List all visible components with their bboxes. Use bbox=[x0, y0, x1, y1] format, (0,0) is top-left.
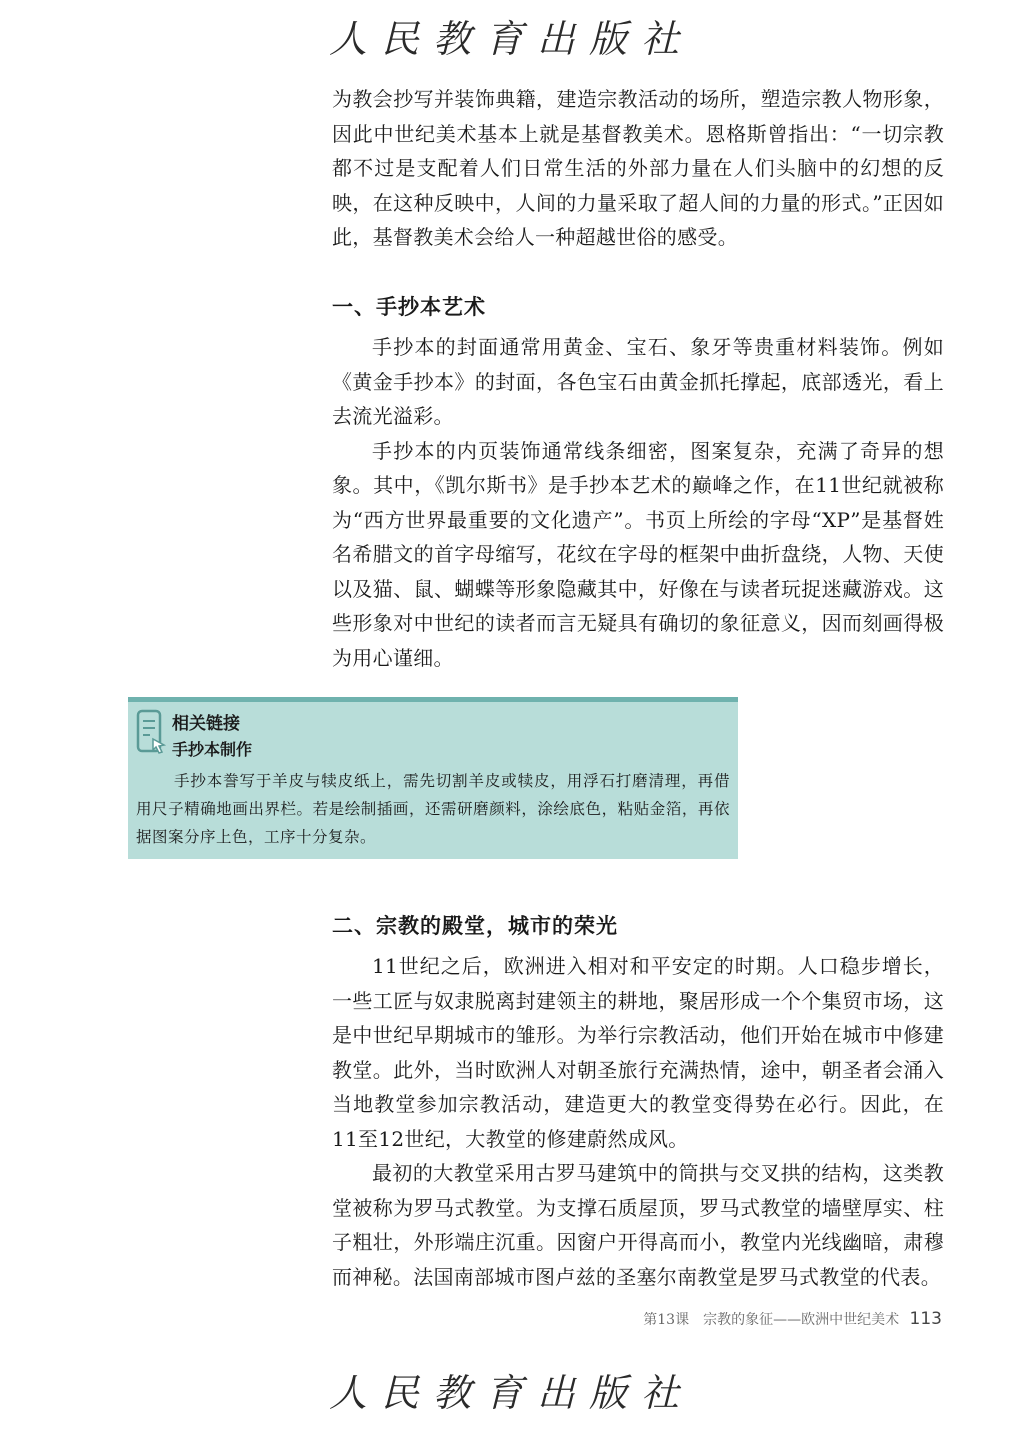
publisher-watermark-bottom: 人民教育出版社 bbox=[328, 1371, 693, 1415]
section2-body bbox=[332, 949, 944, 1294]
related-box-subtitle: 手抄本制作 bbox=[172, 740, 253, 759]
footer-lesson-title: 第13课 宗教的象征——欧洲中世纪美术 bbox=[643, 1312, 900, 1328]
page-footer bbox=[600, 1309, 942, 1329]
related-box-text: 手抄本誊写于羊皮与犊皮纸上，需先切割羊皮或犊皮，用浮石打磨清理，再借用尺子精确地画出界栏。若是绘制插画，还需研磨颜料，涂绘底色，粘贴金箔，再依据图案分序上色，工序十分复杂。 bbox=[136, 772, 730, 846]
section2-paragraph-2: 最初的大教堂采用古罗马建筑中的筒拱与交叉拱的结构，这类教堂被称为罗马式教堂。为支撑石质屋顶，罗马式教堂的墙壁厚实、柱子粗壮，外形端庄沉重。因窗户开得高而小，教堂内光线幽暗，肃穆而神秘。法国南部城市图卢兹的圣塞尔南教堂是罗马式教堂的代表。 bbox=[332, 1161, 944, 1289]
intro-block bbox=[332, 82, 944, 255]
intro-paragraph: 为教会抄写并装饰典籍，建造宗教活动的场所，塑造宗教人物形象，因此中世纪美术基本上就是基督教美术。恩格斯曾指出：“一切宗教都不过是支配着人们日常生活的外部力量在人们头脑中的幻想的反映，在这种反映中，人间的力量采取了超人间的力量的形式。”正因如此，基督教美术会给人一种超越世俗的感受。 bbox=[332, 87, 944, 249]
section1-paragraph-2: 手抄本的内页装饰通常线条细密，图案复杂，充满了奇异的想象。其中，《凯尔斯书》是手抄本艺术的巅峰之作，在11世纪就被称为“西方世界最重要的文化遗产”。书页上所绘的字母“XP”是基督姓名希腊文的首字母缩写，花纹在字母的框架中曲折盘绕，人物、天使以及猫、鼠、蝴蝶等形象隐藏其中，好像在与读者玩捉迷藏游戏。这些形象对中世纪的读者而言无疑具有确切的象征意义，因而刻画得极为用心谨细。 bbox=[332, 438, 944, 670]
related-box-label: 相关链接 bbox=[172, 714, 240, 734]
page-number: 113 bbox=[909, 1309, 942, 1329]
section1-paragraph-1: 手抄本的封面通常用黄金、宝石、象牙等贵重材料装饰。例如《黄金手抄本》的封面，各色宝石由黄金抓托撑起，底部透光，看上去流光溢彩。 bbox=[332, 335, 944, 428]
publisher-watermark-top: 人民教育出版社 bbox=[328, 17, 693, 61]
related-link-box bbox=[128, 697, 738, 859]
section1-body bbox=[332, 330, 944, 675]
related-box-strip bbox=[128, 697, 738, 702]
section2-heading: 二、宗教的殿堂，城市的荣光 bbox=[332, 913, 618, 938]
section2-paragraph-1: 11世纪之后，欧洲进入相对和平安定的时期。人口稳步增长，一些工匠与奴隶脱离封建领主的耕地，聚居形成一个个集贸市场，这是中世纪早期城市的雏形。为举行宗教活动，他们开始在城市中修建教堂。此外，当时欧洲人对朝圣旅行充满热情，途中，朝圣者会涌入当地教堂参加宗教活动，建造更大的教堂变得势在必行。因此，在11至12世纪，大教堂的修建蔚然成风。 bbox=[332, 954, 944, 1151]
document-pointer-icon bbox=[136, 709, 166, 755]
section1-heading: 一、手抄本艺术 bbox=[332, 294, 486, 319]
